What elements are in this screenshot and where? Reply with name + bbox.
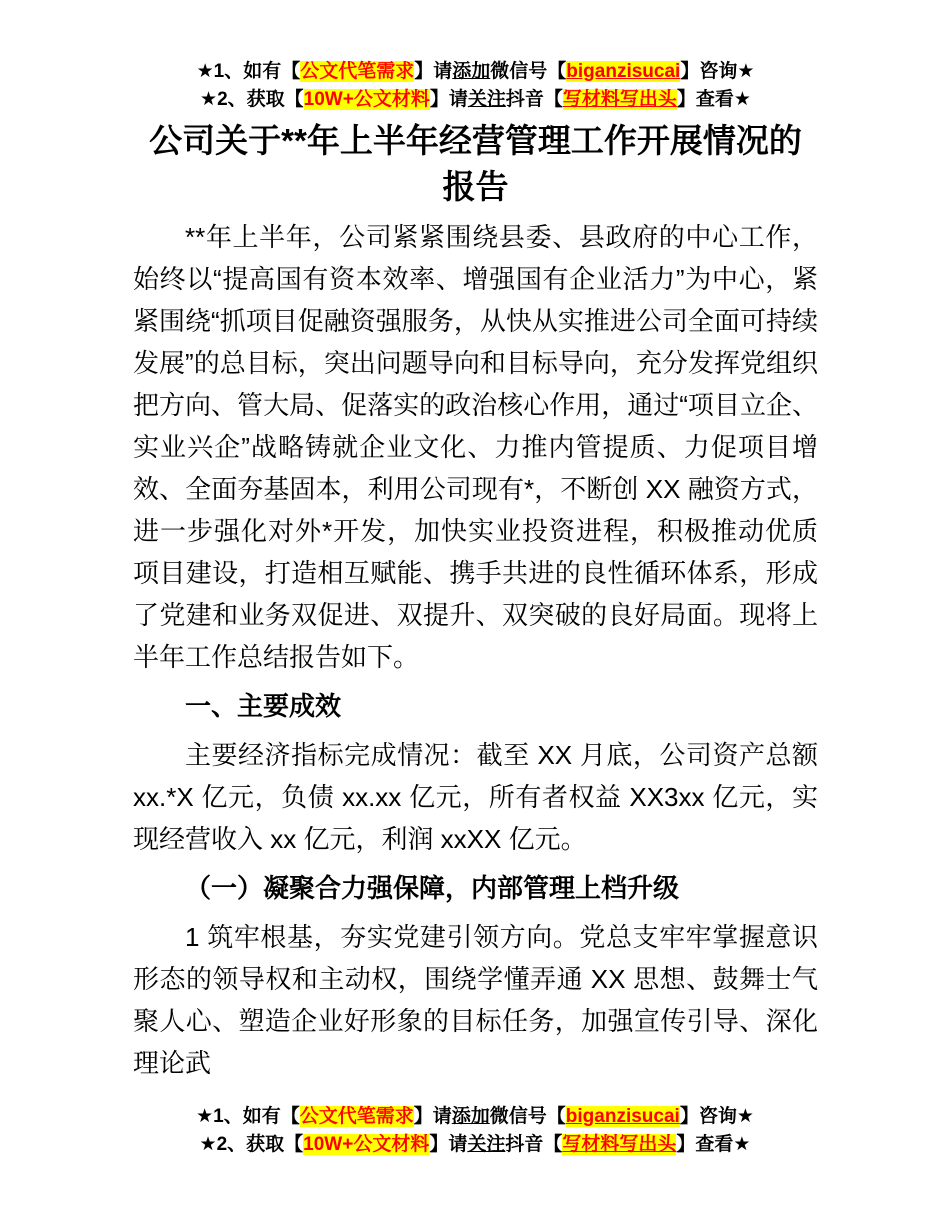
- highlighted-wechat-id: biganzisucai: [565, 1106, 680, 1127]
- highlighted-keyword: 公文代笔需求: [300, 61, 415, 82]
- notice-text: 】咨询★: [680, 61, 755, 82]
- footer-notice: [0, 1103, 950, 1159]
- highlighted-wechat-id: biganzisucai: [566, 61, 681, 82]
- header-notice-line-2: [133, 86, 818, 114]
- paragraph-economic-indicators: 主要经济指标完成情况：截至 XX 月底，公司资产总额 xx.*X 亿元，负债 xx.xx 亿元，所有者权益 XX3xx 亿元，实现经营收入 xx 亿元，利润 xxXX 亿元。: [133, 740, 818, 854]
- section-heading-1: 一、主要成效: [185, 691, 342, 721]
- notice-text: ★1、如有【: [196, 61, 301, 82]
- notice-text: 微信号【: [489, 1106, 566, 1127]
- header-notice-line-1: [133, 58, 818, 86]
- highlighted-keyword: 10W+公文材料: [303, 89, 430, 110]
- underlined-text: 添加: [451, 1106, 490, 1127]
- notice-text: ★1、如有【: [196, 1106, 300, 1127]
- notice-text: 】请: [413, 1106, 452, 1127]
- notice-text: 】查看★: [676, 1134, 751, 1155]
- notice-text: 抖音【: [505, 1134, 563, 1155]
- notice-text: 】查看★: [676, 89, 751, 110]
- notice-text: 抖音【: [505, 89, 563, 110]
- page-title: 公司关于**年上半年经营管理工作开展情况的报告: [149, 122, 802, 205]
- highlighted-douyin-id: 写材料写出头: [562, 1134, 677, 1155]
- notice-text: 】请: [429, 1134, 468, 1155]
- notice-text: 】请: [414, 61, 453, 82]
- footer-notice-line-2: [0, 1131, 950, 1159]
- notice-text: ★2、获取【: [200, 89, 304, 110]
- notice-text: ★2、获取【: [199, 1134, 304, 1155]
- footer-notice-line-1: [0, 1103, 950, 1131]
- underlined-text: 关注: [467, 89, 506, 110]
- notice-text: 】咨询★: [679, 1106, 754, 1127]
- underlined-text: 关注: [467, 1134, 506, 1155]
- highlighted-keyword: 公文代笔需求: [299, 1106, 414, 1127]
- notice-text: 微信号【: [490, 61, 567, 82]
- section-heading-1-1: （一）凝聚合力强保障，内部管理上档升级: [185, 873, 680, 903]
- paragraph-party-building: 1 筑牢根基，夯实党建引领方向。党总支牢牢掌握意识形态的领导权和主动权，围绕学懂弄通 XX 思想、鼓舞士气聚人心、塑造企业好形象的目标任务，加强宣传引导、深化理论武: [133, 922, 818, 1078]
- underlined-text: 添加: [452, 61, 491, 82]
- notice-text: 】请: [429, 89, 468, 110]
- header-notice: [133, 0, 818, 114]
- highlighted-douyin-id: 写材料写出头: [562, 89, 677, 110]
- highlighted-keyword: 10W+公文材料: [303, 1134, 430, 1155]
- paragraph-intro: **年上半年，公司紧紧围绕县委、县政府的中心工作，始终以“提高国有资本效率、增强国有企业活力”为中心，紧紧围绕“抓项目促融资强服务，从快从实推进公司全面可持续发展”的总目标，突出问题导向和目标导向，充分发挥党组织把方向、管大局、促落实的政治核心作用，通过“项目立企、实业兴企”战略铸就企业文化、力推内管提质、力促项目增效、全面夯基固本，利用公司现有*，不断创 XX 融资方式，进一步强化对外*开发，加快实业投资进程，积极推动优质项目建设，打造相互赋能、携手共进的良性循环体系，形成了党建和业务双促进、双提升、双突破的良好局面。现将上半年工作总结报告如下。: [133, 222, 818, 672]
